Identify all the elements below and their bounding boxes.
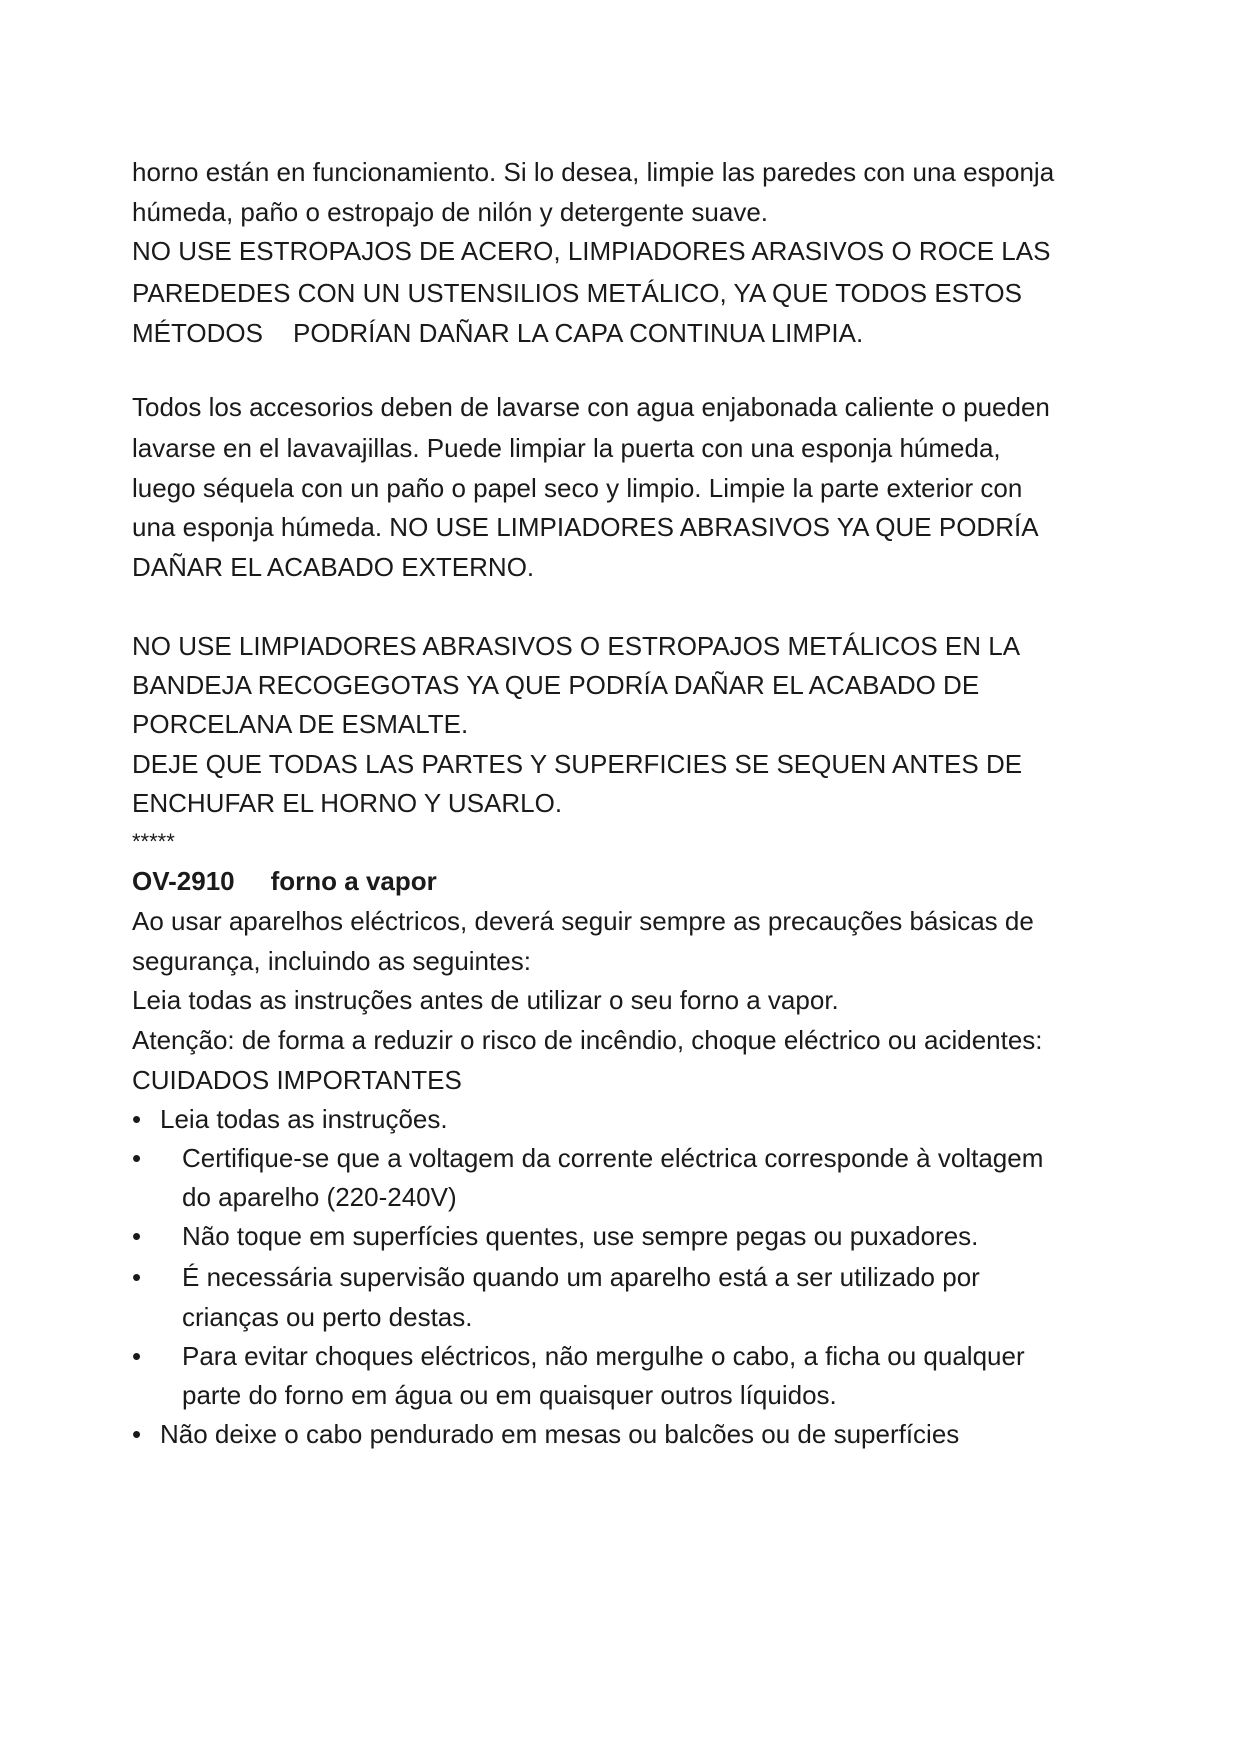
list-item: Não deixe o cabo pendurado em mesas ou balcões ou de superfícies: [160, 1419, 960, 1449]
bullet-icon: •: [132, 1104, 142, 1134]
text-line: PORCELANA DE ESMALTE.: [132, 709, 469, 739]
text-line: DAÑAR EL ACABADO EXTERNO.: [132, 552, 535, 582]
bullet-icon: •: [132, 1419, 142, 1449]
text-fragment: MÉTODOS: [132, 318, 263, 348]
list-item-continuation: crianças ou perto destas.: [182, 1302, 473, 1332]
text-line: PAREDEDES CON UN USTENSILIOS METÁLICO, YA QUE TODOS ESTOS: [132, 278, 1022, 308]
text-line: Atenção: de forma a reduzir o risco de incêndio, choque eléctrico ou acidentes:: [132, 1025, 1043, 1055]
text-line: DEJE QUE TODAS LAS PARTES Y SUPERFICIES SE SEQUEN ANTES DE: [132, 749, 1023, 779]
bullet-icon: •: [132, 1262, 142, 1292]
text-line: luego séquela con un paño o papel seco y limpio. Limpie la parte exterior con: [132, 473, 1023, 503]
list-item: Para evitar choques eléctricos, não mergulhe o cabo, a ficha ou qualquer: [182, 1341, 1025, 1371]
section-separator: *****: [132, 829, 175, 854]
text-line: una esponja húmeda. NO USE LIMPIADORES ABRASIVOS YA QUE PODRÍA: [132, 512, 1039, 542]
text-fragment: PODRÍAN DAÑAR LA CAPA CONTINUA LIMPIA.: [292, 318, 864, 348]
model-number: OV-2910: [132, 866, 235, 896]
text-line: NO USE ESTROPAJOS DE ACERO, LIMPIADORES ARASIVOS O ROCE LAS: [132, 236, 1051, 266]
text-line: BANDEJA RECOGEGOTAS YA QUE PODRÍA DAÑAR EL ACABADO DE: [132, 670, 980, 700]
text-line: ENCHUFAR EL HORNO Y USARLO.: [132, 788, 563, 818]
bullet-icon: •: [132, 1341, 142, 1371]
text-line: horno están en funcionamiento. Si lo desea, limpie las paredes con una esponja: [132, 157, 1055, 187]
product-title: forno a vapor: [270, 866, 437, 896]
text-line: Ao usar aparelhos eléctricos, deverá seguir sempre as precauções básicas de: [132, 906, 1034, 936]
text-line: húmeda, paño o estropajo de nilón y detergente suave.: [132, 197, 769, 227]
list-item: Certifique-se que a voltagem da corrente eléctrica corresponde à voltagem: [182, 1143, 1044, 1173]
text-line: Leia todas as instruções antes de utilizar o seu forno a vapor.: [132, 985, 839, 1015]
list-item: É necessária supervisão quando um aparelho está a ser utilizado por: [182, 1262, 980, 1292]
bullet-icon: •: [132, 1221, 142, 1251]
list-item-continuation: parte do forno em água ou em quaisquer outros líquidos.: [182, 1380, 837, 1410]
text-line: NO USE LIMPIADORES ABRASIVOS O ESTROPAJOS METÁLICOS EN LA: [132, 631, 1021, 661]
bullet-icon: •: [132, 1143, 142, 1173]
text-line: [132, 318, 863, 348]
list-item-continuation: do aparelho (220-240V): [182, 1182, 457, 1212]
text-line: segurança, incluindo as seguintes:: [132, 946, 531, 976]
list-item: Leia todas as instruções.: [160, 1104, 448, 1134]
text-line: lavarse en el lavavajillas. Puede limpiar la puerta con una esponja húmeda,: [132, 433, 1001, 463]
text-line: Todos los accesorios deben de lavarse con agua enjabonada caliente o pueden: [132, 392, 1050, 422]
text-line: CUIDADOS IMPORTANTES: [132, 1065, 462, 1095]
list-item: Não toque em superfícies quentes, use sempre pegas ou puxadores.: [182, 1221, 979, 1251]
section-heading: [132, 866, 437, 896]
